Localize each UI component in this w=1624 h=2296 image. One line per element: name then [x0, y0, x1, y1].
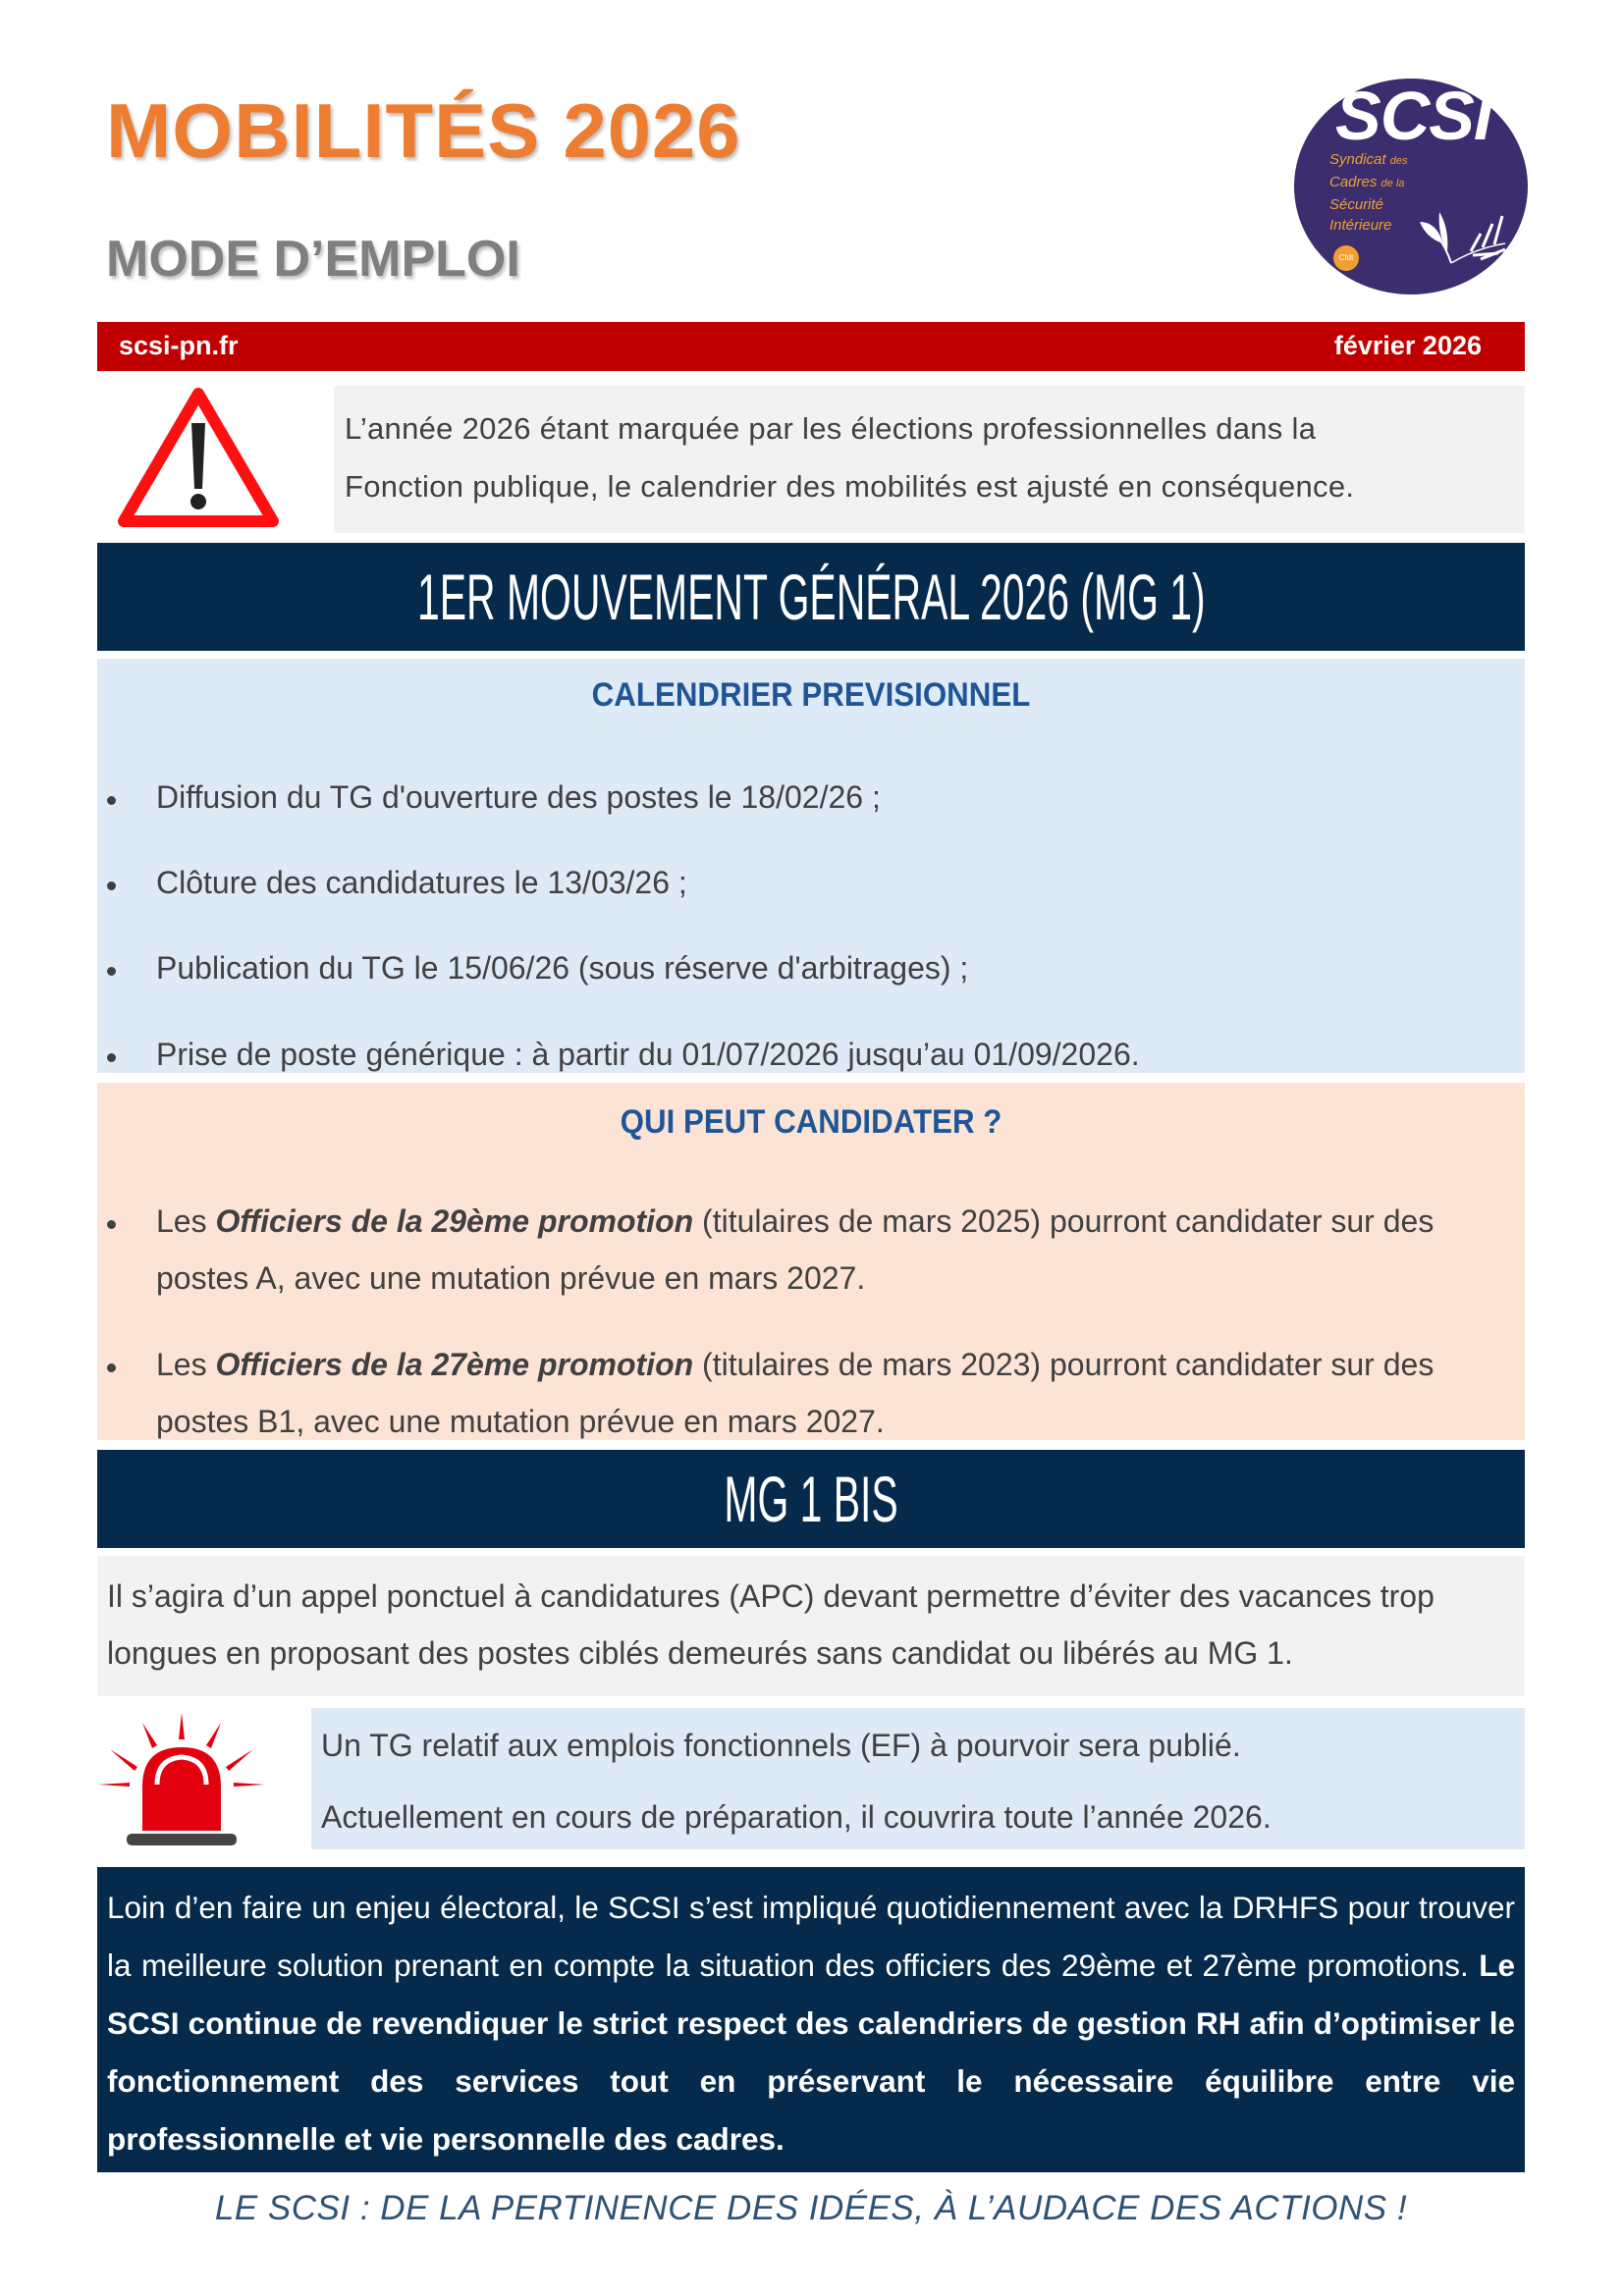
mg1bis-text: Il s’agira d’un appel ponctuel à candidatures (APC) devant permettre d’éviter des vacances trop longues en proposant des postes ciblés demeurés sans candidat ou libérés au MG 1.: [107, 1578, 1435, 1671]
promotion-emphasis: Officiers de la 27ème promotion: [215, 1347, 694, 1382]
bullet-icon: [107, 1363, 116, 1372]
mg1bis-banner-title: MG 1 BIS: [724, 1463, 898, 1535]
bullet-icon: [107, 1053, 116, 1062]
prefix: Les: [156, 1347, 216, 1382]
mg1-banner: [97, 543, 1525, 651]
list-item-text: Publication du TG le 15/06/26 (sous réserve d'arbitrages) ;: [156, 950, 969, 986]
details: (titulaires de mars 2023) pourront candidater sur des postes B1, avec une mutation prévue en mars 2027.: [156, 1347, 1435, 1439]
elections-notice: [334, 386, 1525, 533]
conclusion-box: [97, 1867, 1525, 2172]
mg1bis-banner: [97, 1450, 1525, 1548]
calendar-section: [97, 659, 1525, 1073]
logo-line-1: Syndicat: [1329, 151, 1386, 168]
promotion-emphasis: Officiers de la 29ème promotion: [215, 1203, 694, 1239]
page-title: MOBILITÉS 2026: [106, 87, 741, 174]
logo-line-3: Sécurité: [1329, 196, 1384, 213]
siren-icon: [98, 1708, 275, 1855]
slogan: LE SCSI : DE LA PERTINENCE DES IDÉES, À L’AUDACE DES ACTIONS !: [214, 2189, 1408, 2227]
alert-line-2: Actuellement en cours de préparation, il couvrira toute l’année 2026.: [321, 1799, 1272, 1835]
details: (titulaires de mars 2025) pourront candidater sur des postes A, avec une mutation prévue en mars 2027.: [156, 1203, 1435, 1296]
publication-date: février 2026: [1333, 331, 1482, 360]
conclusion-normal: Loin d’en faire un enjeu électoral, le SCSI s’est impliqué quotidiennement avec la DRHFS pour trouver la meilleure solution prenant en compte la situation des officiers des 29ème et 27ème promotions.: [107, 1890, 1515, 1983]
info-bar: [97, 322, 1525, 371]
logo-line-1-small: des: [1389, 155, 1408, 167]
bullet-icon: [107, 967, 116, 976]
logo-tagline: [1329, 149, 1407, 236]
notice-line-1: L’année 2026 étant marquée par les élections professionnelles dans la: [345, 411, 1317, 446]
calendar-heading: CALENDRIER PREVISIONNEL: [591, 676, 1031, 714]
list-item-text: [156, 1193, 1495, 1307]
alert-line-1: Un TG relatif aux emplois fonctionnels (EF) à pourvoir sera publié.: [321, 1728, 1241, 1763]
scsi-logo: [1294, 79, 1528, 294]
notice-line-2: Fonction publique, le calendrier des mobilités est ajusté en conséquence.: [345, 469, 1355, 504]
warning-triangle-icon: [116, 386, 281, 528]
list-item-text: Diffusion du TG d'ouverture des postes le 18/02/26 ;: [156, 779, 881, 815]
bullet-icon: [107, 1220, 116, 1229]
laurel-branch-icon: [1412, 204, 1510, 273]
mg1-banner-title: 1ER MOUVEMENT GÉNÉRAL 2026 (MG 1): [416, 561, 1206, 633]
bullet-icon: [107, 796, 116, 805]
eligibility-section: [97, 1083, 1525, 1440]
logo-line-2: Cadres: [1329, 174, 1378, 190]
list-item-text: Clôture des candidatures le 13/03/26 ;: [156, 865, 687, 900]
conclusion-text: [107, 1879, 1515, 2168]
bullet-icon: [107, 881, 116, 890]
logo-line-4: Intérieure: [1329, 217, 1392, 234]
eligibility-heading: QUI PEUT CANDIDATER ?: [620, 1103, 1002, 1141]
list-item-text: [156, 1336, 1495, 1450]
logo-name: SCSI: [1335, 78, 1492, 154]
mg1bis-description: [97, 1556, 1525, 1696]
conclusion-bold: Le SCSI continue de revendiquer le strict respect des calendriers de gestion RH afin d’optimiser le fonctionnement des services tout en préservant le nécessaire équilibre entre vie professionnelle et vie personnelle des cadres.: [107, 1948, 1515, 2157]
list-item-text: Prise de poste générique : à partir du 01/07/2026 jusqu’au 01/09/2026.: [156, 1037, 1140, 1072]
page-subtitle: MODE D’EMPLOI: [106, 231, 520, 288]
cfdt-badge: Cfdt: [1333, 245, 1359, 271]
ef-alert: [311, 1708, 1525, 1849]
prefix: Les: [156, 1203, 216, 1239]
logo-line-2-small: de la: [1380, 178, 1405, 189]
website-link[interactable]: scsi-pn.fr: [119, 331, 239, 360]
